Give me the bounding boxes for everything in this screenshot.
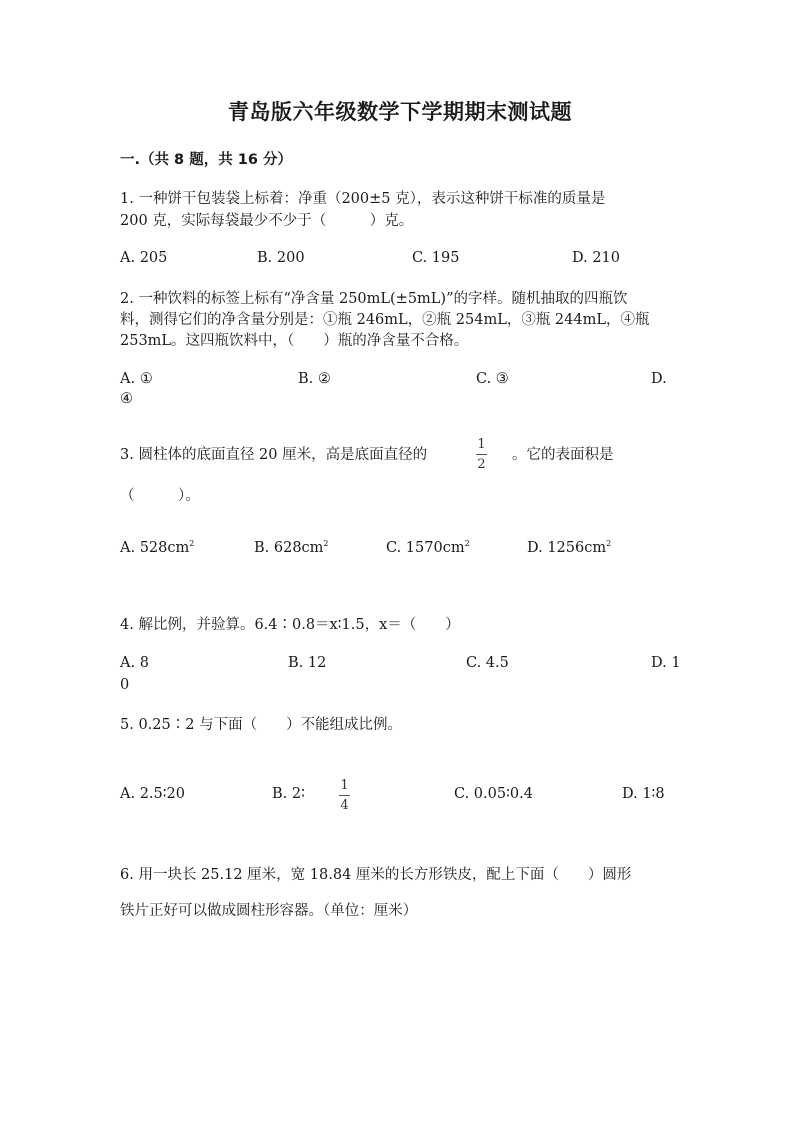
q5-option-d: D. 1∶8 (622, 786, 665, 802)
q2-option-d-wrap: ④ (120, 391, 133, 407)
q1-option-d: D. 210 (572, 250, 621, 266)
fraction-one-quarter (339, 778, 350, 813)
q5-option-b: B. 2∶ (272, 786, 305, 802)
question-3-line-2: （ ）。 (120, 488, 200, 504)
fraction-denominator: 2 (477, 457, 486, 472)
q4-option-b: B. 12 (288, 655, 327, 671)
q3-option-c: C. $1570cm^2$ (386, 539, 470, 556)
question-6-line-2: 铁片正好可以做成圆柱形容器。（单位：厘米） (120, 903, 418, 919)
question-4-line-1: 4. 解比例，并验算。6.4∶0.8＝x∶1.5，x＝（ ） (120, 617, 460, 633)
q4-option-c: C. 4.5 (466, 655, 509, 671)
q3-option-b: B. $628cm^2$ (254, 539, 329, 556)
section-heading: 一.（共 8 题，共 16 分） (120, 152, 292, 168)
question-3-line-1: 3. 圆柱体的底面直径 20 厘米，高是底面直径的 (120, 447, 428, 463)
q3-option-d: D. $1256cm^2$ (527, 539, 612, 556)
q4-option-d-wrap: 0 (120, 677, 130, 693)
q2-option-a: A. ① (120, 371, 153, 387)
fraction-one-half (476, 437, 487, 472)
question-2-line-1: 2. 一种饮料的标签上标有“净含量 250mL(±5mL)”的字样。随机抽取的四瓶饮 (120, 291, 628, 307)
page-title: 青岛版六年级数学下学期期末测试题 (228, 100, 572, 124)
q1-option-b: B. 200 (257, 250, 305, 266)
fraction-bar (339, 795, 350, 796)
q5-option-c: C. 0.05∶0.4 (454, 786, 533, 802)
q2-option-d: D. (651, 371, 667, 387)
question-1-line-1: 1. 一种饼干包装袋上标着：净重（200±5 克），表示这种饼干标准的质量是 (120, 191, 606, 207)
fraction-numerator: 1 (477, 437, 486, 452)
fraction-denominator: 4 (340, 798, 349, 813)
q3-option-a: A. $528cm^2$ (120, 539, 195, 556)
question-2-line-2: 料，测得它们的净含量分别是：①瓶 246mL，②瓶 254mL，③瓶 244mL，④瓶 (120, 312, 650, 328)
q2-option-b: B. ② (298, 371, 331, 387)
q5-option-a: A. 2.5∶20 (120, 786, 185, 802)
q4-option-a: A. 8 (120, 655, 149, 671)
question-2-line-3: 253mL。这四瓶饮料中，（ ）瓶的净含量不合格。 (120, 333, 469, 349)
fraction-numerator: 1 (340, 778, 349, 793)
q4-option-d: D. 1 (651, 655, 681, 671)
question-5-line-1: 5. 0.25∶2 与下面（ ）不能组成比例。 (120, 717, 403, 733)
q1-option-a: A. 205 (120, 250, 168, 266)
question-6-line-1: 6. 用一块长 25.12 厘米，宽 18.84 厘米的长方形铁皮，配上下面（ ）圆形 (120, 867, 632, 883)
q2-option-c: C. ③ (476, 371, 509, 387)
fraction-bar (476, 454, 487, 455)
question-3-line-1-end: 。它的表面积是 (512, 447, 614, 463)
question-1-line-2: 200 克，实际每袋最少不少于（ ）克。 (120, 213, 414, 229)
q1-option-c: C. 195 (412, 250, 460, 266)
